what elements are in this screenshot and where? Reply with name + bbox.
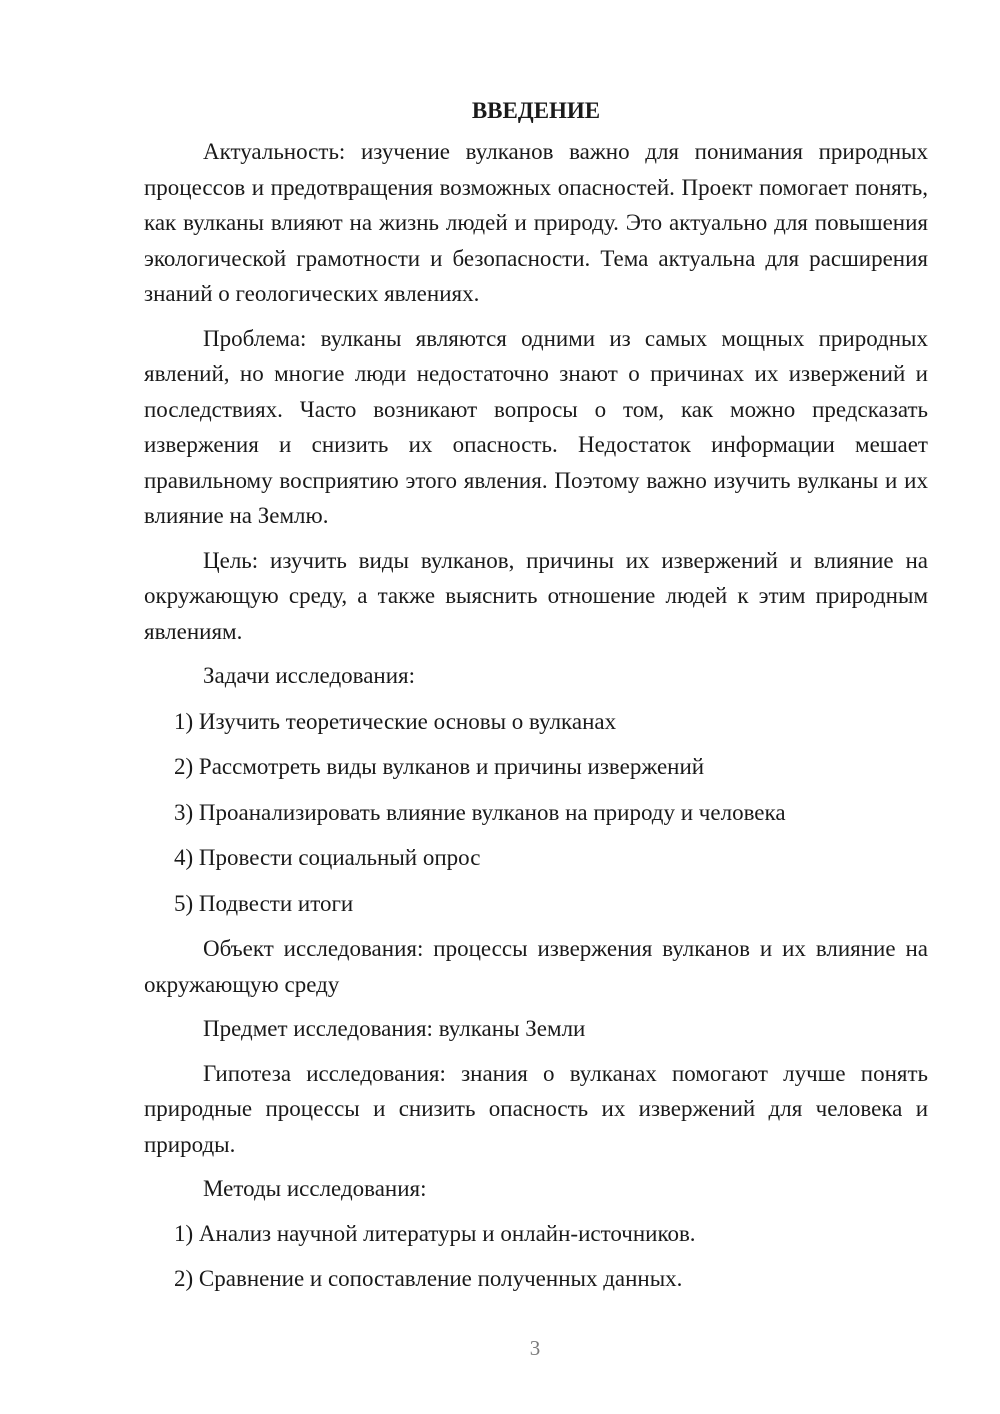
tasks-list (144, 704, 928, 922)
methods-title: Методы исследования: (203, 1176, 427, 1201)
section-heading: ВВЕДЕНИЕ (471, 98, 601, 123)
subject-paragraph: Предмет исследования: вулканы Земли (203, 1016, 586, 1041)
methods-list (144, 1216, 928, 1297)
page-content (144, 93, 928, 1297)
task-item-1: 1) Изучить теоретические основы о вулканах (174, 708, 617, 734)
goal-paragraph: Цель: изучить виды вулканов, причины их извержений и влияние на окружающую среду, а также выяснить отношение людей к этим природным явлениям. (144, 547, 928, 644)
page-number: 3 (529, 1336, 541, 1360)
method-item-1: 1) Анализ научной литературы и онлайн-источников. (174, 1220, 696, 1246)
hypothesis-paragraph: Гипотеза исследования: знания о вулканах помогают лучше понять природные процессы и снизить опасность их извержений для человека и природы. (144, 1060, 928, 1157)
relevance-paragraph: Актуальность: изучение вулканов важно для понимания природных процессов и предотвращения возможных опасностей. Проект помогает понять, как вулканы влияют на жизнь людей и природу. Это актуально для повышения экологической грамотности и безопасности. Тема актуальна для расширения знаний о геологических явлениях. (144, 139, 928, 306)
object-paragraph: Объект исследования: процессы извержения вулканов и их влияние на окружающую среду (144, 936, 928, 997)
task-item-4: 4) Провести социальный опрос (174, 845, 481, 870)
method-item-2: 2) Сравнение и сопоставление полученных данных. (174, 1266, 683, 1291)
task-item-2: 2) Рассмотреть виды вулканов и причины извержений (174, 754, 705, 779)
task-item-5: 5) Подвести итоги (174, 890, 354, 916)
task-item-3: 3) Проанализировать влияние вулканов на природу и человека (174, 799, 786, 825)
problem-paragraph: Проблема: вулканы являются одними из самых мощных природных явлений, но многие люди недостаточно знают о причинах их извержений и последствиях. Часто возникают вопросы о том, как можно предсказать извержения и снизить их опасность. Недостаток информации мешает правильному восприятию этого явления. Поэтому важно изучить вулканы и их влияние на Землю. (144, 325, 928, 528)
tasks-title: Задачи исследования: (203, 663, 416, 688)
